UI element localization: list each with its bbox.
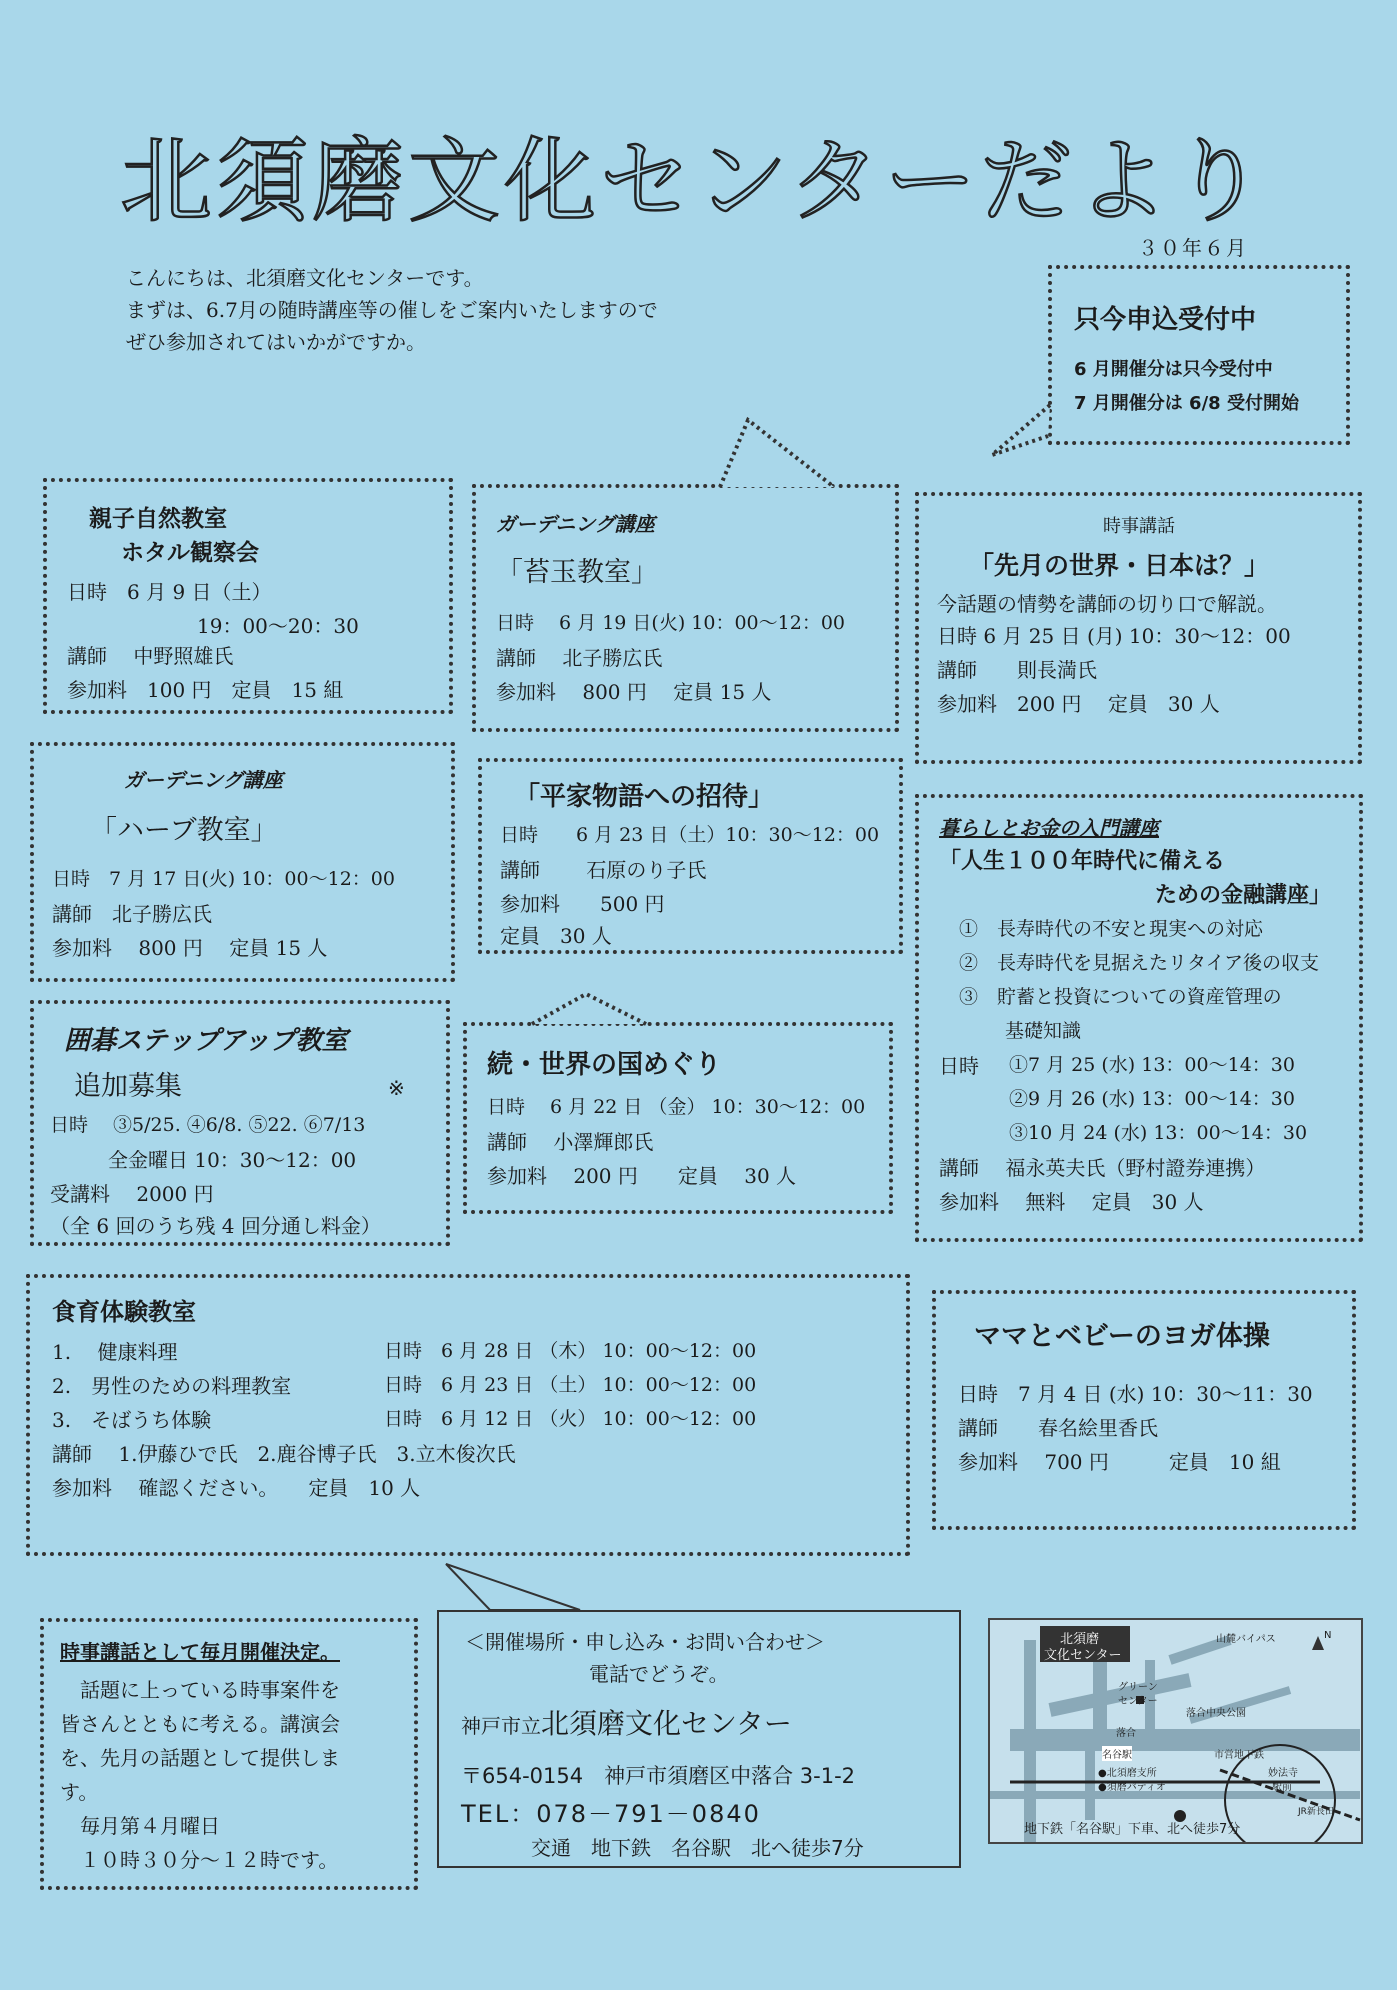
access-map xyxy=(988,1618,1363,1844)
garden-koke-teacher: 講師 北子勝広氏 xyxy=(496,646,663,670)
jiji-title: 「先月の世界・日本は？」 xyxy=(969,551,1270,580)
map-center-label: 文化センター xyxy=(1044,1648,1122,1663)
issue-date: ３０年６月 xyxy=(1138,236,1248,260)
igo-note: （全 6 回のうち残 4 回分通し料金） xyxy=(50,1214,381,1238)
money-date: ①7 月 25 (水) 13：00～14：30 xyxy=(1009,1054,1295,1076)
monthly-title: 時事講話として毎月開催決定。 xyxy=(60,1640,340,1664)
greeting xyxy=(126,262,658,358)
money-date: ②9 月 26 (水) 13：00～14：30 xyxy=(1009,1088,1295,1110)
jiji-box xyxy=(915,492,1362,764)
garden-koke-box xyxy=(472,484,899,732)
contact-org-prefix: 神戸市立 xyxy=(461,1714,541,1738)
money-item-cont: 基礎知識 xyxy=(1005,1020,1082,1042)
monthly-line: す。 xyxy=(60,1780,99,1804)
contact-phone-note: 電話でどうぞ。 xyxy=(589,1662,729,1686)
greeting-line: こんにちは、北須磨文化センターです。 xyxy=(126,266,484,290)
shokuiku-row-name: 2. 男性のための料理教室 xyxy=(52,1374,292,1398)
shokuiku-row-date: 日時 6 月 12 日 （火） 10：00～12：00 xyxy=(384,1408,757,1430)
contact-address: 〒654-0154 神戸市須磨区中落合 3-1-2 xyxy=(461,1764,856,1788)
garden-herb-category: ガーデニング講座 xyxy=(124,768,283,792)
igo-subtitle: 追加募集 xyxy=(74,1071,182,1102)
jiji-fee: 参加料 200 円 定員 30 人 xyxy=(937,692,1220,716)
money-title: 「人生１００年時代に備える xyxy=(939,849,1226,874)
notice-line: 7 月開催分は 6/8 受付開始 xyxy=(1074,393,1299,414)
igo-fee: 受講料 2000 円 xyxy=(50,1182,214,1206)
contact-org-name: 北須磨文化センター xyxy=(541,1707,792,1740)
garden-herb-fee: 参加料 800 円 定員 15 人 xyxy=(52,936,328,960)
contact-heading: ＜開催場所・申し込み・お問い合わせ＞ xyxy=(465,1630,825,1654)
map-park: 落合中央公園 xyxy=(1186,1708,1246,1719)
sekai-teacher: 講師 小澤輝郎氏 xyxy=(487,1130,654,1154)
oyako-title: 親子自然教室 xyxy=(89,506,227,532)
monthly-box xyxy=(40,1618,418,1890)
heike-capacity: 定員 30 人 xyxy=(500,924,612,948)
shokuiku-row-date: 日時 6 月 23 日 （土） 10：00～12：00 xyxy=(384,1374,757,1396)
garden-herb-teacher: 講師 北子勝広氏 xyxy=(52,902,212,926)
jiji-desc: 今話題の情勢を講師の切り口で解説。 xyxy=(937,592,1277,616)
heike-teacher: 講師 石原のり子氏 xyxy=(500,858,707,882)
oyako-box xyxy=(43,478,453,714)
money-category: 暮らしとお金の入門講座 xyxy=(939,816,1159,840)
map-green: グリーン xyxy=(1118,1682,1158,1693)
monthly-line: 皆さんとともに考える。講演会 xyxy=(60,1712,340,1736)
garden-koke-bubble-tail xyxy=(700,415,840,490)
money-item: ① 長寿時代の不安と現実への対応 xyxy=(959,918,1264,940)
map-patio: ●須磨パティオ xyxy=(1098,1782,1166,1793)
shokuiku-row-name: 3. そばうち体験 xyxy=(52,1408,212,1432)
yoga-fee: 参加料 700 円 定員 10 組 xyxy=(958,1450,1281,1474)
heike-date: 日時 6 月 23 日（土）10：30～12：00 xyxy=(500,824,880,846)
map-myodani: 名谷駅 xyxy=(1102,1746,1132,1761)
shokuiku-row-name: 1. 健康料理 xyxy=(52,1340,178,1364)
page-title: 北須磨文化センターだより xyxy=(120,128,1269,235)
map-ochiai: 落合 xyxy=(1116,1728,1136,1739)
money-fee: 参加料 無料 定員 30 人 xyxy=(939,1190,1204,1214)
money-item: ② 長寿時代を見据えたリタイア後の収支 xyxy=(959,952,1320,974)
map-center-label: 北須磨 xyxy=(1060,1632,1100,1647)
jiji-category: 時事講話 xyxy=(1103,516,1175,537)
igo-mark: ※ xyxy=(388,1076,405,1100)
map-route: 地下鉄「名谷駅」下車、北へ徒歩7分 xyxy=(1024,1822,1241,1837)
contact-tel: TEL：078－791－0840 xyxy=(461,1800,761,1828)
monthly-line: 話題に上っている時事案件を xyxy=(60,1678,340,1702)
igo-box xyxy=(30,1000,450,1246)
jiji-teacher: 講師 則長満氏 xyxy=(937,658,1097,682)
notice-box xyxy=(1048,265,1350,445)
garden-koke-fee: 参加料 800 円 定員 15 人 xyxy=(496,680,772,704)
heike-fee: 参加料 500 円 xyxy=(500,892,665,916)
shokuiku-row-date: 日時 6 月 28 日 （木） 10：00～12：00 xyxy=(384,1340,757,1362)
garden-herb-date: 日時 7 月 17 日(火) 10：00～12：00 xyxy=(52,868,395,890)
money-title-cont: ための金融講座」 xyxy=(1155,883,1332,908)
sekai-title: 続・世界の国めぐり xyxy=(487,1050,722,1080)
notice-heading: 只今申込受付中 xyxy=(1074,305,1257,335)
garden-herb-box xyxy=(30,742,455,982)
map-temple-station: 駅前 xyxy=(1272,1782,1292,1793)
monthly-line: 毎月第４月曜日 xyxy=(60,1814,220,1838)
notice-bubble-tail xyxy=(990,400,1060,460)
contact-box xyxy=(437,1610,961,1868)
garden-koke-date: 日時 6 月 19 日(火) 10：00～12：00 xyxy=(496,612,845,634)
map-green-center: センター xyxy=(1118,1696,1158,1707)
oyako-subtitle: ホタル観察会 xyxy=(121,540,259,566)
oyako-date: 日時 6 月 9 日（土） xyxy=(67,580,272,604)
contact-callout-tail xyxy=(440,1560,600,1612)
notice-line: 6 月開催分は只今受付中 xyxy=(1074,359,1273,380)
oyako-fee: 参加料 100 円 定員 15 組 xyxy=(67,678,344,702)
heike-box xyxy=(478,758,903,954)
igo-title: 囲碁ステップアップ教室 xyxy=(64,1026,348,1056)
sekai-bubble-tail xyxy=(530,990,650,1026)
contact-access: 交通 地下鉄 名谷駅 北へ徒歩7分 xyxy=(531,1836,864,1860)
money-item: ③ 貯蓄と投資についての資産管理の xyxy=(959,986,1282,1008)
map-bypass: 山麓バイパス xyxy=(1216,1634,1276,1645)
shokuiku-teacher: 講師 1.伊藤ひで氏 2.鹿谷博子氏 3.立木俊次氏 xyxy=(52,1442,516,1466)
greeting-line: ぜひ参加されてはいかがですか。 xyxy=(126,330,426,354)
heike-title: 「平家物語への招待」 xyxy=(514,782,775,812)
jiji-date: 日時 6 月 25 日 (月) 10：30～12：00 xyxy=(937,624,1291,648)
oyako-time: 19：00～20：30 xyxy=(197,614,359,638)
background-ghost-text xyxy=(60,40,98,168)
garden-koke-category: ガーデニング講座 xyxy=(496,512,655,536)
monthly-line: を、先月の話題として提供しま xyxy=(60,1746,340,1770)
contact-org xyxy=(461,1702,792,1742)
map-subway: 市営地下鉄 xyxy=(1214,1750,1264,1761)
yoga-date: 日時 7 月 4 日 (水) 10：30～11：30 xyxy=(958,1382,1313,1406)
igo-time: 全金曜日 10：30～12：00 xyxy=(108,1148,357,1172)
shokuiku-box xyxy=(26,1274,910,1556)
money-date: ③10 月 24 (水) 13：00～14：30 xyxy=(1009,1122,1308,1144)
shokuiku-fee: 参加料 確認ください。 定員 10 人 xyxy=(52,1476,421,1500)
yoga-teacher: 講師 春名絵里香氏 xyxy=(958,1416,1158,1440)
monthly-line: １０時３０分～１２時です。 xyxy=(60,1848,339,1872)
map-temple: 妙法寺 xyxy=(1268,1768,1298,1779)
shokuiku-title: 食育体験教室 xyxy=(52,1298,196,1326)
sekai-box xyxy=(463,1022,893,1214)
yoga-box xyxy=(932,1290,1356,1530)
garden-herb-title: 「ハーブ教室」 xyxy=(90,815,278,846)
money-teacher: 講師 福永英夫氏（野村證券連携） xyxy=(939,1156,1266,1180)
map-north: N xyxy=(1324,1630,1332,1641)
yoga-title: ママとベビーのヨガ体操 xyxy=(974,1321,1270,1352)
sekai-fee: 参加料 200 円 定員 30 人 xyxy=(487,1164,797,1188)
greeting-line: まずは、6.7月の随時講座等の催しをご案内いたしますので xyxy=(126,298,658,322)
igo-date: 日時 ③5/25. ④6/8. ⑤22. ⑥7/13 xyxy=(50,1114,366,1136)
money-box xyxy=(915,794,1363,1242)
map-police: ●北須磨支所 xyxy=(1098,1768,1157,1779)
sekai-date: 日時 6 月 22 日 （金） 10：30～12：00 xyxy=(487,1096,866,1118)
money-date-label: 日時 xyxy=(939,1054,979,1078)
oyako-teacher: 講師 中野照雄氏 xyxy=(67,644,234,668)
garden-koke-title: 「苔玉教室」 xyxy=(496,557,658,588)
map-jr: JR新長田 xyxy=(1298,1807,1334,1817)
